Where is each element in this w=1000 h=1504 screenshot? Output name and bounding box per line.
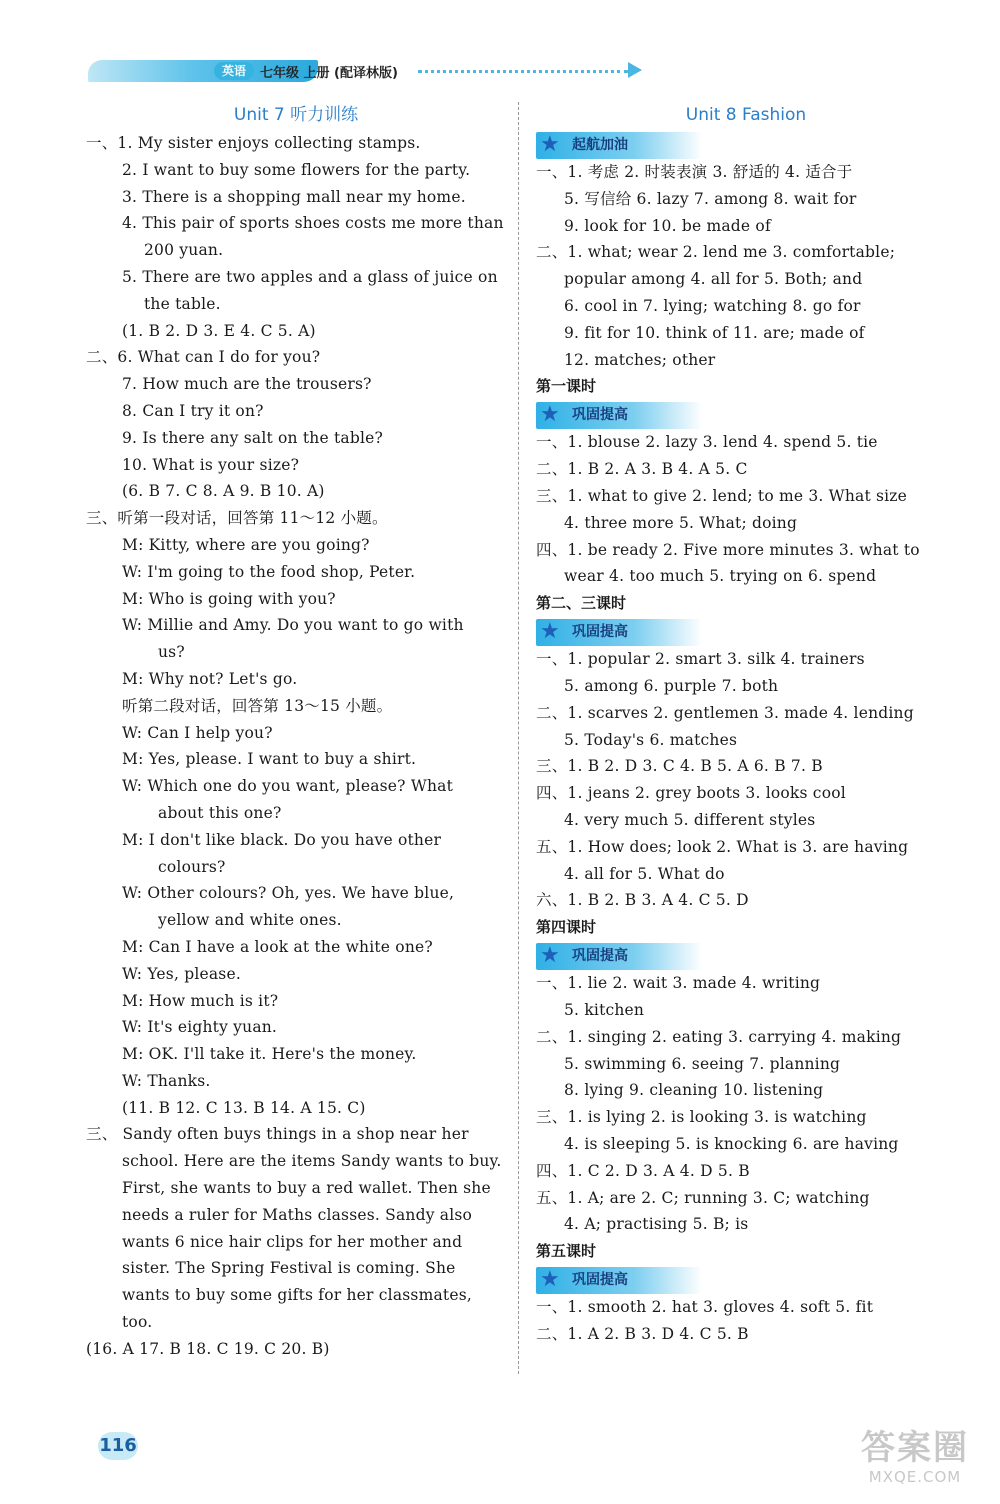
answer-line: 5. There are two apples and a glass of juice on [122, 267, 498, 286]
answer-line: 12. matches; other [564, 350, 716, 369]
banner-qihang [536, 132, 702, 159]
answer-line: 4. A; practising 5. B; is [564, 1215, 749, 1234]
answer-line: too. [122, 1313, 153, 1332]
answer-line: 5. 写信给 6. lazy 7. among 8. wait for [564, 189, 857, 208]
watermark-url: MXQE.COM [868, 1468, 962, 1486]
answer-line: 5. swimming 6. seeing 7. planning [564, 1054, 841, 1073]
answer-line: 二、1. singing 2. eating 3. carrying 4. making [536, 1027, 902, 1046]
answer-line: sister. The Spring Festival is coming. She [122, 1259, 456, 1278]
header-bar [88, 56, 648, 86]
answer-line: M: I don't like black. Do you have other [122, 830, 442, 849]
answer-line: 4. is sleeping 5. is knocking 6. are having [564, 1134, 899, 1153]
answer-line: 9. fit for 10. think of 11. are; made of [564, 323, 865, 342]
watermark-text: 答案圈 [861, 1428, 969, 1468]
answer-line: 三、1. B 2. D 3. C 4. B 5. A 6. B 7. B [536, 757, 823, 776]
answer-line: 4. This pair of sports shoes costs me more than [122, 214, 504, 233]
unit7-title: Unit 7 听力训练 [233, 105, 359, 125]
answer-line: 7. How much are the trousers? [122, 375, 372, 394]
lesson5-answers [536, 1294, 956, 1348]
answer-line: 一、1. lie 2. wait 3. made 4. writing [536, 974, 821, 993]
banner-label: 起航加油 [572, 137, 628, 153]
lesson23-answers [536, 646, 956, 914]
answer-line: 200 yuan. [144, 241, 224, 260]
qihang-answers [536, 159, 956, 373]
answer-line: M: Kitty, where are you going? [122, 535, 370, 554]
lesson5-title: 第五课时 [536, 1242, 597, 1261]
answer-line: W: Other colours? Oh, yes. We have blue, [122, 884, 455, 903]
arrow-icon [628, 62, 642, 78]
answer-line: 二、1. B 2. A 3. B 4. A 5. C [536, 460, 748, 479]
lesson4-answers [536, 970, 956, 1238]
answer-line: colours? [158, 857, 226, 876]
star-icon: ★ [540, 132, 560, 157]
banner-gonggu-4 [536, 1267, 702, 1294]
answer-line: 5. among 6. purple 7. both [564, 676, 779, 695]
answer-line: 二、1. scarves 2. gentlemen 3. made 4. lending [536, 703, 914, 722]
unit7-content [86, 130, 506, 1363]
answer-line: needs a ruler for Maths classes. Sandy also [122, 1205, 473, 1224]
answer-line: us? [158, 643, 185, 662]
answer-line: W: Which one do you want, please? What [122, 777, 454, 796]
answer-line: 一、1. 考虑 2. 时装表演 3. 舒适的 4. 适合于 [536, 163, 853, 181]
answer-line: 六、1. B 2. B 3. A 4. C 5. D [536, 891, 749, 910]
lesson1-title: 第一课时 [536, 377, 597, 396]
answer-line: W: Can I help you? [122, 723, 273, 742]
lesson1-answers [536, 429, 956, 590]
star-icon: ★ [540, 402, 560, 428]
answer-line: the table. [144, 294, 221, 313]
answer-line: 4. very much 5. different styles [564, 810, 816, 829]
answer-line: wear 4. too much 5. trying on 6. spend [564, 567, 877, 586]
lesson4-title: 第四课时 [536, 918, 597, 937]
answer-line: W: Millie and Amy. Do you want to go with [122, 616, 464, 635]
answer-line: 9. Is there any salt on the table? [122, 428, 384, 447]
answer-line: 五、1. A; are 2. C; running 3. C; watching [536, 1188, 870, 1207]
answer-line: 三、1. is lying 2. is looking 3. is watching [536, 1108, 867, 1127]
answer-line: 4. all for 5. What do [564, 864, 725, 883]
banner-gonggu-1 [536, 402, 702, 429]
answer-line: 三、1. what to give 2. lend; to me 3. What size [536, 486, 908, 505]
answer-line: M: Why not? Let's go. [122, 669, 298, 688]
banner-gonggu-2 [536, 619, 702, 646]
answer-line: W: I'm going to the food shop, Peter. [122, 562, 416, 581]
answer-line: (1. B 2. D 3. E 4. C 5. A) [122, 321, 316, 340]
book-info: 七年级 上册 (配译林版) [260, 66, 398, 81]
answer-line: First, she wants to buy a red wallet. Then she [122, 1179, 491, 1198]
page-number: 116 [98, 1432, 138, 1460]
answer-line: yellow and white ones. [158, 911, 342, 930]
header-dotted-line [418, 70, 628, 73]
answer-line: 9. look for 10. be made of [564, 216, 771, 235]
answer-line: 二、1. what; wear 2. lend me 3. comfortable; [536, 243, 896, 262]
answer-line: 3. There is a shopping mall near my home. [122, 187, 466, 206]
answer-line: M: How much is it? [122, 991, 279, 1010]
answer-line: M: Who is going with you? [122, 589, 336, 608]
answer-line: M: Can I have a look at the white one? [122, 937, 433, 956]
star-icon: ★ [540, 1267, 560, 1293]
answer-line: W: It's eighty yuan. [122, 1018, 278, 1037]
star-icon: ★ [540, 619, 560, 645]
answer-line: about this one? [158, 803, 282, 822]
answer-line: 二、1. A 2. B 3. D 4. C 5. B [536, 1324, 749, 1343]
answer-line: 四、1. be ready 2. Five more minutes 3. what to [536, 540, 920, 559]
banner-label: 巩固提高 [572, 948, 628, 965]
banner-gonggu-3 [536, 943, 702, 970]
answer-line: 二、6. What can I do for you? [86, 348, 321, 367]
star-icon: ★ [540, 943, 560, 969]
answer-line: popular among 4. all for 5. Both; and [564, 270, 863, 289]
answer-line: 8. Can I try it on? [122, 401, 264, 420]
answer-line: 三、听第一段对话，回答第 11～12 小题。 [86, 509, 388, 528]
answer-line: 听第二段对话，回答第 13～15 小题。 [122, 696, 393, 715]
answer-line: 一、1. popular 2. smart 3. silk 4. trainers [536, 650, 865, 669]
answer-line: 四、1. jeans 2. grey boots 3. looks cool [536, 784, 846, 803]
left-column [86, 100, 506, 1363]
unit8-title: Unit 8 Fashion [685, 105, 807, 125]
banner-label: 巩固提高 [572, 1272, 628, 1289]
column-divider [518, 102, 519, 1374]
answer-line: W: Thanks. [122, 1071, 211, 1090]
lesson23-title: 第二、三课时 [536, 594, 627, 613]
answer-line: 三、 Sandy often buys things in a shop near her [86, 1125, 469, 1144]
answer-line: 5. kitchen [564, 1000, 645, 1019]
answer-line: 一、1. blouse 2. lazy 3. lend 4. spend 5. tie [536, 433, 878, 452]
answer-line: M: OK. I'll take it. Here's the money. [122, 1045, 417, 1064]
answer-line: wants 6 nice hair clips for her mother and [122, 1232, 463, 1251]
answer-line: 四、1. C 2. D 3. A 4. D 5. B [536, 1161, 750, 1180]
watermark-logo [840, 1428, 990, 1492]
right-column [536, 100, 956, 1348]
answer-line: 8. lying 9. cleaning 10. listening [564, 1081, 824, 1100]
banner-label: 巩固提高 [572, 624, 628, 641]
answer-line: (11. B 12. C 13. B 14. A 15. C) [122, 1098, 366, 1117]
answer-line: 一、1. smooth 2. hat 3. gloves 4. soft 5. fit [536, 1298, 874, 1317]
answer-line: W: Yes, please. [122, 964, 241, 983]
answer-line: 2. I want to buy some flowers for the party. [122, 160, 471, 179]
subject-pill: 英语 [214, 62, 254, 80]
answer-line: school. Here are the items Sandy wants to buy. [122, 1152, 502, 1171]
answer-line: 10. What is your size? [122, 455, 300, 474]
answer-line: 6. cool in 7. lying; watching 8. go for [564, 296, 861, 315]
banner-label: 巩固提高 [572, 407, 628, 424]
answer-line: 一、1. My sister enjoys collecting stamps. [86, 134, 421, 152]
answer-line: 5. Today's 6. matches [564, 730, 738, 749]
answer-line: wants to buy some gifts for her classmates, [122, 1286, 472, 1305]
answer-line: 4. three more 5. What; doing [564, 513, 798, 532]
answer-line: (16. A 17. B 18. C 19. C 20. B) [86, 1339, 330, 1358]
answer-line: 五、1. How does; look 2. What is 3. are having [536, 837, 909, 856]
answer-line: M: Yes, please. I want to buy a shirt. [122, 750, 417, 769]
answer-line: (6. B 7. C 8. A 9. B 10. A) [122, 482, 325, 501]
